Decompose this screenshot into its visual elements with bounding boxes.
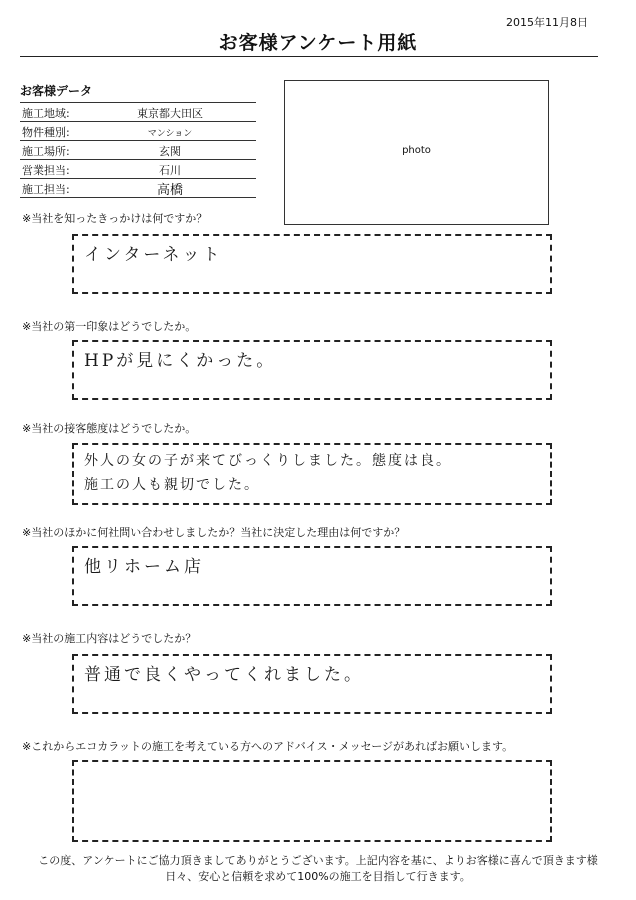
info-label: 施工地域: xyxy=(22,107,70,120)
photo-label: photo xyxy=(402,145,431,156)
question-1: ※当社を知ったきっかけは何ですか？ xyxy=(22,212,208,225)
footer-line-1: この度、アンケートにご協力頂きましてありがとうございます。上記内容を基に、よりお客様に喜んで頂きます様 xyxy=(38,854,598,867)
survey-date: 2015年11月8日 xyxy=(506,16,588,29)
info-row-area xyxy=(20,102,256,122)
answer-text-2: HPが見にくかった。 xyxy=(84,351,277,371)
info-label: 物件種別: xyxy=(22,126,70,139)
answer-box-1 xyxy=(72,234,552,294)
answer-text-5: 普通で良くやってくれました。 xyxy=(84,665,364,685)
answer-text-1: インターネット xyxy=(84,245,223,265)
page-title: お客様アンケート用紙 xyxy=(218,32,418,54)
answer-box-4 xyxy=(72,546,552,606)
info-row-installer xyxy=(20,179,256,198)
answer-text-4: 他リホーム店 xyxy=(84,557,204,577)
info-value: 東京都大田区 xyxy=(137,107,203,120)
customer-data-table xyxy=(20,102,256,198)
info-row-location xyxy=(20,141,256,160)
info-row-sales-rep xyxy=(20,160,256,179)
answer-box-3 xyxy=(72,443,552,505)
customer-data-heading: お客様データ xyxy=(20,84,93,98)
info-value: 石川 xyxy=(159,164,181,177)
question-5: ※当社の施工内容はどうでしたか？ xyxy=(22,632,197,645)
answer-box-5 xyxy=(72,654,552,714)
title-divider xyxy=(20,56,598,57)
info-label: 施工場所: xyxy=(22,145,70,158)
info-row-property-type xyxy=(20,122,256,141)
footer-line-2: 日々、安心と信頼を求めて100%の施工を目指して行きます。 xyxy=(165,870,471,883)
answer-text-3: 外人の女の子が来てびっくりしました。態度は良。 施工の人も親切でした。 xyxy=(84,453,452,493)
question-3: ※当社の接客態度はどうでしたか。 xyxy=(22,422,197,435)
info-value: マンション xyxy=(147,129,193,139)
question-6: ※これからエコカラットの施工を考えている方へのアドバイス・メッセージがあればお願いします。 xyxy=(22,740,514,753)
info-value: 玄関 xyxy=(159,145,181,158)
info-label: 営業担当: xyxy=(22,164,70,177)
question-2: ※当社の第一印象はどうでしたか。 xyxy=(22,320,197,333)
question-4: ※当社のほかに何社問い合わせしましたか？当社に決定した理由は何ですか？ xyxy=(22,526,406,539)
photo-placeholder xyxy=(284,80,549,225)
answer-box-2 xyxy=(72,340,552,400)
info-label: 施工担当: xyxy=(22,183,70,196)
info-value: 高橋 xyxy=(156,183,183,198)
answer-box-6 xyxy=(72,760,552,842)
